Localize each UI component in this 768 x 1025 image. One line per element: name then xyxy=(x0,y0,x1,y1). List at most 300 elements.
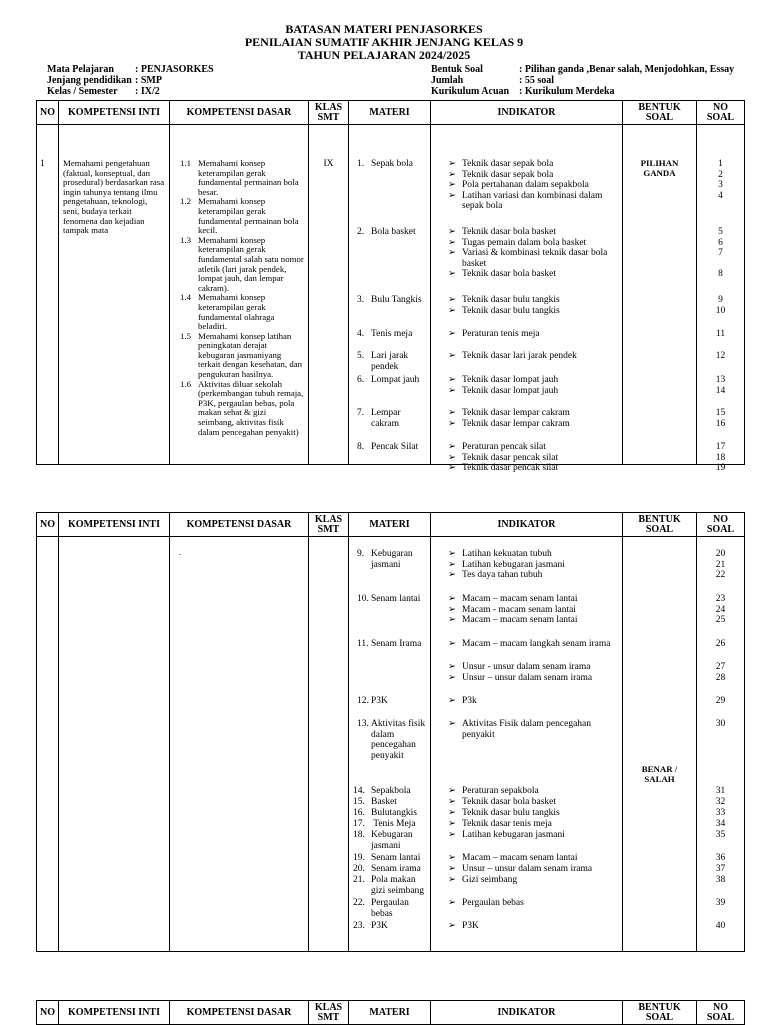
arrow-bullet-icon: ➢ xyxy=(448,169,456,180)
materi-table-2 xyxy=(36,512,745,952)
indikator-text: Tes daya tahan tubuh xyxy=(462,570,543,580)
materi-list xyxy=(349,537,430,951)
cell-kompetensi-inti xyxy=(59,537,170,952)
materi-item xyxy=(357,639,426,650)
col-klas xyxy=(309,1001,349,1025)
col-nosoal-line1: NO xyxy=(713,1001,728,1013)
indikator-text: Macam – macam senam lantai xyxy=(462,853,578,863)
materi-text: Senam lantai xyxy=(371,853,421,863)
materi-number: 15. xyxy=(353,797,365,807)
materi-text: P3K xyxy=(371,921,388,931)
materi-item xyxy=(357,594,426,605)
kompetensi-dasar-mark: . xyxy=(179,547,182,557)
arrow-bullet-icon: ➢ xyxy=(448,921,456,931)
indikator-item xyxy=(448,269,614,280)
materi-item xyxy=(357,159,426,170)
no-soal-value: 19 xyxy=(715,463,726,473)
no-soal-value: 11 xyxy=(715,329,726,339)
indikator-text: Unsur – unsur dalam senam irama xyxy=(462,672,593,683)
materi-number: 10. xyxy=(357,594,369,604)
meta-value: : IX/2 xyxy=(135,86,160,97)
indikator-text: Latihan variasi dan kombinasi dalam sepak bola xyxy=(462,190,603,211)
kd-text: Memahami konsep keterampilan gerak fundamental permainan bola besar. xyxy=(198,158,299,197)
no-soal-value: 35 xyxy=(715,830,726,840)
meta-label: Jumlah xyxy=(431,75,464,86)
no-soal-value: 23 xyxy=(715,594,726,604)
kd-number: 1.3 xyxy=(180,234,191,245)
meta-value: : Kurikulum Merdeka xyxy=(519,86,615,97)
materi-item xyxy=(353,898,428,919)
cell-klas xyxy=(309,125,349,465)
materi-item xyxy=(357,329,426,340)
materi-number: 20. xyxy=(353,864,365,874)
klas-value: IX xyxy=(323,159,334,169)
arrow-bullet-icon: ➢ xyxy=(448,385,456,396)
kd-text: Memahami konsep latihan peningkatan derajat kebugaran jasmaniyang terkait dengan kesehatan, dan pengukuran hasilnya. xyxy=(198,330,303,380)
indikator-item xyxy=(448,605,614,616)
indikator-text: Teknik dasar sepak bola xyxy=(462,159,554,169)
col-kompetensi-dasar: KOMPETENSI DASAR xyxy=(170,101,309,125)
row-number: 1 xyxy=(40,159,45,169)
indikator-item xyxy=(448,408,614,419)
materi-item xyxy=(357,442,426,453)
materi-list xyxy=(349,125,430,464)
cell-no xyxy=(37,537,59,952)
materi-number: 4. xyxy=(357,329,365,339)
materi-item xyxy=(353,921,428,932)
indikator-item xyxy=(448,227,614,238)
col-bentuk-line1: BENTUK xyxy=(638,101,681,113)
meta-label: Mata Pelajaran xyxy=(47,64,114,75)
materi-text: Bulu Tangkis xyxy=(371,295,422,305)
materi-item xyxy=(353,830,428,851)
col-materi: MATERI xyxy=(349,1001,431,1025)
arrow-bullet-icon: ➢ xyxy=(448,696,456,706)
no-soal-value: 13 xyxy=(715,375,726,385)
kompetensi-inti-text: Memahami pengetahuan (faktual, konseptual, dan prosedural) berdasarkan rasa ingin tahunya tentang ilmu pengetahuan, teknologi, seni, budaya terkait fenomena dan kejadian tampak mata xyxy=(63,158,165,236)
indikator-text: Gizi seimbang xyxy=(462,875,518,885)
indikator-item xyxy=(448,351,614,362)
col-klas-line1: KLAS xyxy=(314,513,343,525)
col-materi: MATERI xyxy=(349,101,431,125)
materi-item xyxy=(357,549,426,570)
indikator-item xyxy=(448,170,614,181)
arrow-bullet-icon: ➢ xyxy=(448,719,456,729)
no-soal-value: 18 xyxy=(715,452,726,463)
arrow-bullet-icon: ➢ xyxy=(448,594,456,604)
materi-item xyxy=(353,875,428,896)
kompetensi-dasar-item xyxy=(180,236,304,294)
materi-number: 2. xyxy=(357,227,365,237)
indikator-text: Latihan kekuatan tubuh xyxy=(462,549,552,559)
materi-item xyxy=(357,719,426,761)
no-soal-value: 36 xyxy=(715,853,726,863)
no-soal-value: 29 xyxy=(715,696,726,706)
indikator-text: P3K xyxy=(462,921,479,931)
no-soal-value: 31 xyxy=(715,786,726,796)
col-kompetensi-dasar: KOMPETENSI DASAR xyxy=(170,1001,309,1025)
indikator-text: Aktivitas Fisik dalam pencegahan penyakit xyxy=(462,719,592,740)
col-nosoal-line1: NO xyxy=(713,101,728,113)
kd-number: 1.5 xyxy=(180,330,191,341)
indikator-text: Pola pertahanan dalam sepakbola xyxy=(462,180,589,190)
materi-item xyxy=(357,227,426,238)
materi-text: Lempar cakram xyxy=(371,408,401,429)
col-indikator: INDIKATOR xyxy=(431,101,623,125)
materi-number: 23. xyxy=(353,921,365,931)
indikator-item xyxy=(448,719,614,740)
meta-label: Jenjang pendidikan xyxy=(47,75,132,86)
no-soal-value: 17 xyxy=(715,442,726,452)
indikator-item xyxy=(448,463,614,474)
no-soal-value: 33 xyxy=(715,808,726,818)
indikator-text: Teknik dasar lempar cakram xyxy=(462,408,570,418)
indikator-text: Peraturan sepakbola xyxy=(462,786,539,796)
col-bentuk-line1: BENTUK xyxy=(638,513,681,525)
materi-item xyxy=(357,295,426,306)
no-soal-value: 22 xyxy=(715,570,726,580)
arrow-bullet-icon: ➢ xyxy=(448,853,456,863)
arrow-bullet-icon: ➢ xyxy=(448,662,456,672)
arrow-bullet-icon: ➢ xyxy=(448,248,456,258)
arrow-bullet-icon: ➢ xyxy=(448,559,456,570)
indikator-list xyxy=(431,125,622,473)
cell-kompetensi-dasar xyxy=(170,537,309,952)
bentuk-soal-value: BENAR / SALAH xyxy=(641,764,678,784)
materi-text: Pencak Silat xyxy=(371,442,419,452)
cell-materi xyxy=(349,125,431,465)
meta-right xyxy=(431,64,734,97)
col-kompetensi-inti: KOMPETENSI INTI xyxy=(59,101,170,125)
col-bentuk-soal xyxy=(623,513,697,537)
no-soal-value: 37 xyxy=(715,864,726,874)
document-subtitle: PENILAIAN SUMATIF AKHIR JENJANG KELAS 9 xyxy=(244,35,524,49)
arrow-bullet-icon: ➢ xyxy=(448,615,456,625)
indikator-item xyxy=(448,570,614,581)
cell-bentuk-soal xyxy=(623,537,697,952)
indikator-item xyxy=(448,306,614,317)
arrow-bullet-icon: ➢ xyxy=(448,808,456,818)
materi-number: 6. xyxy=(357,375,365,385)
materi-number: 1. xyxy=(357,159,365,169)
no-soal-value: 2 xyxy=(718,169,723,180)
arrow-bullet-icon: ➢ xyxy=(448,797,456,807)
materi-number: 9. xyxy=(357,549,365,559)
indikator-item xyxy=(448,442,614,453)
no-soal-value: 26 xyxy=(715,639,726,649)
arrow-bullet-icon: ➢ xyxy=(448,375,456,385)
col-bentuk-line2: SOAL xyxy=(645,523,674,535)
meta-label: Bentuk Soal xyxy=(431,64,483,75)
indikator-item xyxy=(448,797,614,808)
materi-number: 8. xyxy=(357,442,365,452)
indikator-item xyxy=(448,329,614,340)
materi-text: Lompat jauh xyxy=(371,375,420,385)
indikator-text: Teknik dasar lompat jauh xyxy=(462,375,559,385)
meta-value: : Pilihan ganda ,Benar salah, Menjodohkan, Essay xyxy=(519,64,735,75)
indikator-item xyxy=(448,159,614,170)
materi-text: Tenis meja xyxy=(371,329,413,339)
indikator-text: Teknik dasar lari jarak pendek xyxy=(462,351,577,361)
no-soal-value: 4 xyxy=(718,190,723,201)
kd-number: 1.1 xyxy=(180,158,191,168)
meta-value: : SMP xyxy=(135,75,162,86)
kd-text: Aktivitas diluar sekolah (perkembangan tubuh remaja, P3K, pergaulan bebas, pola makan sehat & gizi seimbang, aktivitas fisik dalam pencegahan penyakit) xyxy=(198,378,304,437)
indikator-list xyxy=(431,537,622,951)
indikator-item xyxy=(448,864,614,875)
arrow-bullet-icon: ➢ xyxy=(448,672,456,683)
col-klas xyxy=(309,513,349,537)
arrow-bullet-icon: ➢ xyxy=(448,269,456,279)
materi-text: Sepakbola xyxy=(371,786,411,796)
col-no-soal xyxy=(697,101,745,125)
indikator-text: Peraturan pencak silat xyxy=(462,442,546,452)
col-indikator: INDIKATOR xyxy=(431,1001,623,1025)
arrow-bullet-icon: ➢ xyxy=(448,570,456,580)
col-bentuk-line2: SOAL xyxy=(645,1011,674,1023)
meta-value: : PENJASORKES xyxy=(135,64,214,75)
document-title: BATASAN MATERI PENJASORKES xyxy=(285,22,483,36)
no-soal-value: 16 xyxy=(715,418,726,429)
col-no-soal xyxy=(697,513,745,537)
arrow-bullet-icon: ➢ xyxy=(448,295,456,305)
materi-item xyxy=(353,797,428,808)
table-row xyxy=(37,537,745,952)
materi-text: Aktivitas fisik dalam pencegahan penyakit xyxy=(371,719,426,761)
col-kompetensi-inti: KOMPETENSI INTI xyxy=(59,1001,170,1025)
col-nosoal-line2: SOAL xyxy=(706,1011,735,1023)
materi-text: Basket xyxy=(371,797,397,807)
indikator-item xyxy=(448,594,614,605)
col-klas-line2: SMT xyxy=(317,111,340,123)
indikator-text: Teknik dasar sepak bola xyxy=(462,169,554,180)
materi-number: 7. xyxy=(357,408,365,418)
indikator-item xyxy=(448,248,614,269)
no-soal-value: 5 xyxy=(718,227,723,237)
kd-number: 1.6 xyxy=(180,378,191,389)
arrow-bullet-icon: ➢ xyxy=(448,237,456,248)
no-soal-value: 38 xyxy=(715,875,726,885)
materi-item xyxy=(357,375,426,386)
arrow-bullet-icon: ➢ xyxy=(448,452,456,463)
materi-item xyxy=(357,351,426,372)
indikator-text: Tugas pemain dalam bola basket xyxy=(462,237,587,248)
indikator-text: Teknik dasar bulu tangkis xyxy=(462,305,560,316)
col-klas-line2: SMT xyxy=(317,1011,340,1023)
materi-text: Pergaulan bebas xyxy=(371,898,409,919)
cell-indikator xyxy=(431,537,623,952)
materi-number: 19. xyxy=(353,853,365,863)
arrow-bullet-icon: ➢ xyxy=(448,329,456,339)
col-no-soal xyxy=(697,1001,745,1025)
no-soal-value: 32 xyxy=(715,797,726,807)
arrow-bullet-icon: ➢ xyxy=(448,190,456,201)
arrow-bullet-icon: ➢ xyxy=(448,418,456,429)
kompetensi-dasar-list xyxy=(180,159,304,437)
indikator-item xyxy=(448,808,614,819)
kd-number: 1.2 xyxy=(180,196,191,207)
col-bentuk-line1: BENTUK xyxy=(638,1001,681,1013)
materi-item xyxy=(353,808,428,819)
arrow-bullet-icon: ➢ xyxy=(448,875,456,885)
indikator-text: Latihan kebugaran jasmani xyxy=(462,559,565,570)
kd-text: Memahami konsep keterampilan gerak fundamental olahraga beladiri. xyxy=(198,292,275,332)
meta-value: : 55 soal xyxy=(519,75,554,86)
kd-text: Memahami konsep keterampilan gerak fundamental salah satu nomor atletik (lari jarak pendek, lompat jauh, dan lempar cakram). xyxy=(198,234,304,293)
arrow-bullet-icon: ➢ xyxy=(448,351,456,361)
indikator-text: Teknik dasar lompat jauh xyxy=(462,385,559,396)
materi-item xyxy=(357,696,426,707)
kd-number: 1.4 xyxy=(180,292,191,303)
cell-kompetensi-dasar xyxy=(170,125,309,465)
materi-number: 14. xyxy=(353,786,365,796)
materi-text: Kebugaran jasmani xyxy=(371,549,413,570)
no-soal-list xyxy=(697,125,744,473)
indikator-text: Macam – macam senam lantai xyxy=(462,615,578,625)
arrow-bullet-icon: ➢ xyxy=(448,604,456,615)
arrow-bullet-icon: ➢ xyxy=(448,463,456,473)
no-soal-value: 14 xyxy=(715,385,726,396)
indikator-text: Teknik dasar tenis meja xyxy=(462,819,552,829)
col-kompetensi-inti: KOMPETENSI INTI xyxy=(59,513,170,537)
indikator-text: Teknik dasar lempar cakram xyxy=(462,418,570,429)
materi-number: 12. xyxy=(357,696,369,706)
indikator-item xyxy=(448,875,614,886)
arrow-bullet-icon: ➢ xyxy=(448,786,456,796)
arrow-bullet-icon: ➢ xyxy=(448,639,456,649)
document-year: TAHUN PELAJARAN 2024/2025 xyxy=(297,48,471,62)
no-soal-value: 39 xyxy=(715,898,726,908)
materi-text: Senam irama xyxy=(371,864,421,874)
bentuk-soal-value: PILIHAN GANDA xyxy=(640,158,679,178)
table-header-row xyxy=(37,1001,745,1025)
materi-text: Pola makan gizi seimbang xyxy=(371,875,425,896)
indikator-item xyxy=(448,375,614,386)
col-no: NO xyxy=(37,101,59,125)
indikator-item xyxy=(448,819,614,830)
indikator-item xyxy=(448,180,614,191)
meta-label: Kelas / Semester xyxy=(47,86,118,97)
materi-text: Tenis Meja xyxy=(371,819,416,829)
no-soal-list xyxy=(697,537,744,951)
indikator-item xyxy=(448,238,614,249)
col-klas-line2: SMT xyxy=(317,523,340,535)
cell-materi xyxy=(349,537,431,952)
col-nosoal-line2: SOAL xyxy=(706,111,735,123)
no-soal-value: 12 xyxy=(715,351,726,361)
no-soal-value: 15 xyxy=(715,408,726,418)
col-materi: MATERI xyxy=(349,513,431,537)
cell-kompetensi-inti xyxy=(59,125,170,465)
col-nosoal-line1: NO xyxy=(713,513,728,525)
indikator-text: Unsur – unsur dalam senam irama xyxy=(462,864,593,874)
arrow-bullet-icon: ➢ xyxy=(448,408,456,418)
materi-number: 22. xyxy=(353,898,365,908)
indikator-text: Teknik dasar pencak silat xyxy=(462,452,559,463)
col-nosoal-line2: SOAL xyxy=(706,523,735,535)
indikator-text: Teknik dasar bulu tangkis xyxy=(462,295,560,305)
table-row xyxy=(37,125,745,465)
materi-text: Senam lantai xyxy=(371,594,421,604)
cell-no-soal xyxy=(697,125,745,473)
no-soal-value: 8 xyxy=(718,269,723,279)
materi-item xyxy=(357,408,426,429)
indikator-text: Variasi & kombinasi teknik dasar bola basket xyxy=(462,248,608,269)
arrow-bullet-icon: ➢ xyxy=(448,305,456,316)
materi-text: Bulutangkis xyxy=(371,808,417,818)
indikator-item xyxy=(448,673,614,684)
materi-number: 5. xyxy=(357,351,365,361)
col-bentuk-soal xyxy=(623,101,697,125)
no-soal-value: 40 xyxy=(715,921,726,931)
indikator-text: Teknik dasar bola basket xyxy=(462,227,557,237)
kompetensi-dasar-item xyxy=(180,197,304,235)
indikator-item xyxy=(448,386,614,397)
no-soal-value: 30 xyxy=(715,719,726,729)
indikator-text: P3k xyxy=(462,696,477,706)
table-header-row xyxy=(37,513,745,537)
indikator-item xyxy=(448,662,614,673)
no-soal-value: 21 xyxy=(715,559,726,570)
cell-bentuk-soal xyxy=(623,125,697,465)
arrow-bullet-icon: ➢ xyxy=(448,180,456,190)
indikator-item xyxy=(448,560,614,571)
col-klas-line1: KLAS xyxy=(314,101,343,113)
kompetensi-dasar-item xyxy=(180,380,304,438)
materi-number: 11. xyxy=(357,639,369,649)
no-soal-value: 9 xyxy=(718,295,723,305)
indikator-item xyxy=(448,419,614,430)
materi-item xyxy=(353,786,428,797)
arrow-bullet-icon: ➢ xyxy=(448,159,456,169)
indikator-text: Peraturan tenis meja xyxy=(462,329,540,339)
arrow-bullet-icon: ➢ xyxy=(448,898,456,908)
col-no: NO xyxy=(37,513,59,537)
arrow-bullet-icon: ➢ xyxy=(448,830,456,840)
materi-number: 17. xyxy=(353,819,365,829)
indikator-text: Macam - macam senam lantai xyxy=(462,604,576,615)
no-soal-value: 6 xyxy=(718,237,723,248)
indikator-item xyxy=(448,786,614,797)
materi-text: Kebugaran jasmani xyxy=(371,830,413,851)
cell-indikator xyxy=(431,125,623,473)
arrow-bullet-icon: ➢ xyxy=(448,864,456,874)
no-soal-value: 34 xyxy=(715,819,726,829)
no-soal-value: 28 xyxy=(715,672,726,683)
materi-text: Bola basket xyxy=(371,227,416,237)
indikator-item xyxy=(448,921,614,932)
materi-text: Lari jarak pendek xyxy=(371,351,409,372)
table-header-row xyxy=(37,101,745,125)
arrow-bullet-icon: ➢ xyxy=(448,442,456,452)
kd-text: Memahami konsep keterampilan gerak fundamental permainan bola kecil. xyxy=(198,196,299,236)
no-soal-value: 7 xyxy=(718,248,723,258)
materi-item xyxy=(353,853,428,864)
materi-item xyxy=(353,819,428,830)
no-soal-value: 20 xyxy=(715,549,726,559)
col-no: NO xyxy=(37,1001,59,1025)
materi-number: 3. xyxy=(357,295,365,305)
indikator-text: Latihan kebugaran jasmani xyxy=(462,830,565,840)
materi-number: 13. xyxy=(357,719,369,729)
kompetensi-dasar-item xyxy=(180,293,304,331)
no-soal-value: 25 xyxy=(715,615,726,625)
indikator-text: Teknik dasar bola basket xyxy=(462,269,557,279)
arrow-bullet-icon: ➢ xyxy=(448,819,456,829)
col-bentuk-line2: SOAL xyxy=(645,111,674,123)
indikator-item xyxy=(448,898,614,909)
indikator-text: Teknik dasar bulu tangkis xyxy=(462,808,560,818)
